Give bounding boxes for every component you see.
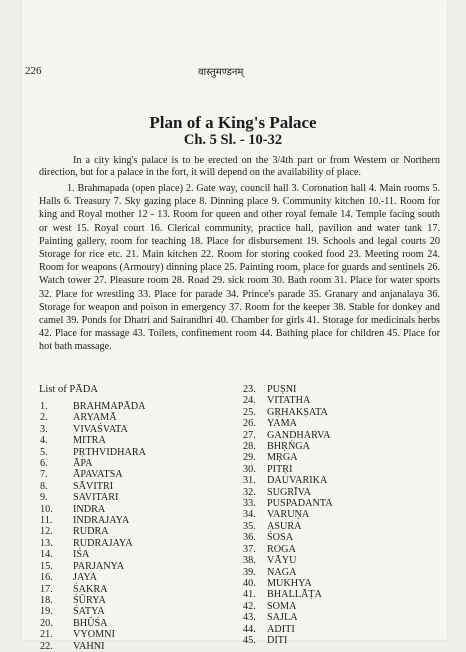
pada-list-item xyxy=(243,407,333,418)
pada-number: 36. xyxy=(243,532,256,544)
pada-name: VYOMNI xyxy=(73,629,115,641)
pada-list-item xyxy=(243,578,333,589)
pada-list-item xyxy=(243,395,333,406)
pada-name: SOMA xyxy=(267,600,297,612)
pada-name: DITI xyxy=(267,634,288,646)
pada-number: 24. xyxy=(243,395,256,407)
pada-number: 4. xyxy=(40,435,48,447)
pada-list-item xyxy=(243,441,333,452)
pada-list-item xyxy=(243,601,333,612)
pada-list-item xyxy=(243,498,333,509)
pada-number: 22. xyxy=(40,640,53,652)
pada-list-item xyxy=(243,612,333,623)
pada-number: 17. xyxy=(40,583,53,595)
pada-name: ROGA xyxy=(267,543,296,555)
pada-name: VIVAŚVATA xyxy=(73,423,128,435)
pada-name: INDRAJAYA xyxy=(73,515,130,527)
pada-list-item xyxy=(40,618,146,629)
pada-number: 2. xyxy=(40,412,48,424)
pada-name: GṚHAKṢATA xyxy=(267,406,328,418)
pada-number: 34. xyxy=(243,509,256,521)
pada-number: 35. xyxy=(243,520,256,532)
pada-number: 33. xyxy=(243,498,256,510)
pada-list-item xyxy=(243,532,333,543)
pada-list-item xyxy=(243,624,333,635)
pada-list-item xyxy=(243,544,333,555)
pada-number: 44. xyxy=(243,623,256,635)
pada-name: SUGRĪVA xyxy=(267,486,311,498)
pada-list-item xyxy=(243,452,333,463)
pada-number: 29. xyxy=(243,452,256,464)
intro-paragraph: In a city king's palace is to be erected on the 3/4th part or from Western or Northern direction, but for a palace in the fort, it will depend on the availability of place. xyxy=(39,155,440,179)
rooms-paragraph: 1. Brahmapada (open place) 2. Gate way, council hall 3. Coronation hall 4. Main rooms 5. Halls 6. Treasury 7. Sky gazing place 8. Dinning place 9. Community kitchen 10.-11. Room for king and Royal mother 12 - 13. Room for queen and other royal female 14. Temple facing south or west 15. Royal court 16. Clerical community, practice hall, pavilion and water tank 17. Painting gallery, room for teaching 18. Place for disbursement 19. Schools and legal courts 20 Storage for rice etc. 21. Main kitchen 22. Room for storing cooked food 23. Meeting room 24. Room for weapons (Armoury) dinning place 25. Painting room, place for guards and sentinels 26. Watch tower 27. Pleasure room 28. Road 29. sick room 30. Bath room 31. Place for water sports 32. Place for wrestling 33. Place for parade 34. Prince's parade 35. Granary and anjanalaya 36. Storage for weapon and poison in emergency 37. Room for the keeper 38. Stable for donkey and camel 39. Ponds for Dhatri and Sairandhri 40. Chamber for girls 41. Storage for medicinals herbs 42. Place for massage 43. Toilets, confinement room 44. Bathing place for children 45. Place for hot bath massage. xyxy=(39,183,440,353)
pada-name: PARJANYA xyxy=(73,560,125,572)
pada-number: 25. xyxy=(243,406,256,418)
pada-name: NAGA xyxy=(267,566,297,578)
pada-name: JAYA xyxy=(73,572,97,584)
pada-list-item xyxy=(40,447,146,458)
pada-number: 10. xyxy=(40,503,53,515)
pada-list-item xyxy=(40,526,146,537)
pada-list-item xyxy=(40,572,146,583)
pada-list-item xyxy=(40,469,146,480)
pada-number: 37. xyxy=(243,543,256,555)
pada-list-item xyxy=(40,549,146,560)
page-title: Plan of a King's Palace xyxy=(149,113,317,132)
pada-number: 9. xyxy=(40,492,48,504)
pada-name: GANDHARVA xyxy=(267,429,331,441)
pada-number: 14. xyxy=(40,549,53,561)
pada-list-item xyxy=(40,595,146,606)
pada-name: VĀYU xyxy=(267,555,297,567)
pada-name: PṚTHVIDHARA xyxy=(73,446,147,458)
pada-list-heading: List of PĀDA xyxy=(39,384,98,395)
pada-list-item xyxy=(243,464,333,475)
pada-list-item xyxy=(243,430,333,441)
pada-list-item xyxy=(40,412,146,423)
page-number: 226 xyxy=(25,65,42,77)
pada-name: ŚATYA xyxy=(73,606,105,618)
pada-number: 11. xyxy=(40,515,53,527)
pada-name: VAHNI xyxy=(73,640,105,652)
pada-name: MṚGA xyxy=(267,452,298,464)
pada-list-item xyxy=(243,509,333,520)
pada-number: 28. xyxy=(243,441,256,453)
pada-number: 38. xyxy=(243,555,256,567)
pada-number: 13. xyxy=(40,537,53,549)
pada-name: SAVITARI xyxy=(73,492,119,504)
pada-name: MUKHYA xyxy=(267,577,312,589)
pada-number: 8. xyxy=(40,480,48,492)
pada-list-item xyxy=(40,504,146,515)
pada-list-item xyxy=(243,635,333,646)
pada-number: 23. xyxy=(243,384,256,395)
running-head: वास्तुमण्डनम् xyxy=(198,67,244,78)
pada-list-item xyxy=(243,589,333,600)
pada-name: BHṚṄGA xyxy=(267,441,311,453)
pada-name: SAJLA xyxy=(267,612,298,624)
pada-number: 19. xyxy=(40,606,53,618)
pada-number: 21. xyxy=(40,629,53,641)
pada-number: 7. xyxy=(40,469,48,481)
pada-name: ĀPA xyxy=(73,458,93,470)
pada-name: DAUVARIKA xyxy=(267,475,328,487)
pada-list-item xyxy=(40,629,146,640)
pada-name: ĀPAVATSA xyxy=(73,469,123,481)
pada-list-item xyxy=(40,458,146,469)
pada-list-item xyxy=(243,487,333,498)
pada-number: 3. xyxy=(40,423,48,435)
pada-list-item xyxy=(243,384,333,395)
pada-name: PITṚI xyxy=(267,463,293,475)
pada-list-item xyxy=(40,481,146,492)
pada-name: MITRA xyxy=(73,435,106,447)
pada-list-item xyxy=(243,555,333,566)
pada-number: 31. xyxy=(243,475,256,487)
pada-number: 39. xyxy=(243,566,256,578)
pada-number: 30. xyxy=(243,463,256,475)
pada-number: 42. xyxy=(243,600,256,612)
pada-name: ŚŪRYA xyxy=(73,594,106,606)
pada-name: ASURA xyxy=(267,520,302,532)
chapter-reference: Ch. 5 Sl. - 10-32 xyxy=(183,132,283,148)
pada-number: 18. xyxy=(40,594,53,606)
pada-number: 15. xyxy=(40,560,53,572)
pada-name: VITATHA xyxy=(267,395,311,407)
pada-name: SĀVITRI xyxy=(73,480,114,492)
pada-number: 45. xyxy=(243,634,256,646)
pada-list-column-1 xyxy=(40,401,146,652)
pada-name: RUDRA xyxy=(73,526,109,538)
pada-number: 43. xyxy=(243,612,256,624)
pada-list-item xyxy=(243,521,333,532)
pada-number: 5. xyxy=(40,446,48,458)
pada-number: 40. xyxy=(243,577,256,589)
pada-name: ŚOSA xyxy=(267,532,294,544)
pada-list-item xyxy=(40,424,146,435)
pada-name: BRAHMAPĀDA xyxy=(73,401,146,412)
pada-list-item xyxy=(40,606,146,617)
pada-list-item xyxy=(40,538,146,549)
pada-list-item xyxy=(40,492,146,503)
pada-list-item xyxy=(40,401,146,412)
pada-name: ARYAMĀ xyxy=(73,412,117,424)
pada-name: BHALLĀṬA xyxy=(267,589,322,601)
pada-name: VARUṆA xyxy=(267,509,310,521)
pada-list-item xyxy=(40,584,146,595)
pada-number: 12. xyxy=(40,526,53,538)
pada-name: IŚA xyxy=(73,549,90,561)
pada-list-item xyxy=(243,418,333,429)
pada-number: 26. xyxy=(243,418,256,430)
pada-list-item xyxy=(40,641,146,652)
pada-list-item xyxy=(243,567,333,578)
pada-list-item xyxy=(40,561,146,572)
pada-list-column-2 xyxy=(243,384,333,646)
pada-number: 1. xyxy=(40,401,48,412)
pada-list-item xyxy=(243,475,333,486)
pada-name: PUṢNI xyxy=(267,384,297,395)
pada-name: ADITI xyxy=(267,623,295,635)
pada-name: RUDRAJAYA xyxy=(73,537,133,549)
pada-list-item xyxy=(40,515,146,526)
pada-name: PUSPADANTA xyxy=(267,498,333,510)
pada-number: 6. xyxy=(40,458,48,470)
pada-number: 20. xyxy=(40,617,53,629)
pada-name: ŚAKRA xyxy=(73,583,108,595)
pada-number: 16. xyxy=(40,572,53,584)
pada-list-item xyxy=(40,435,146,446)
pada-name: YAMA xyxy=(267,418,297,430)
pada-number: 41. xyxy=(243,589,256,601)
pada-name: BHŪŚA xyxy=(73,617,108,629)
pada-number: 27. xyxy=(243,429,256,441)
pada-number: 32. xyxy=(243,486,256,498)
pada-name: INDRA xyxy=(73,503,106,515)
